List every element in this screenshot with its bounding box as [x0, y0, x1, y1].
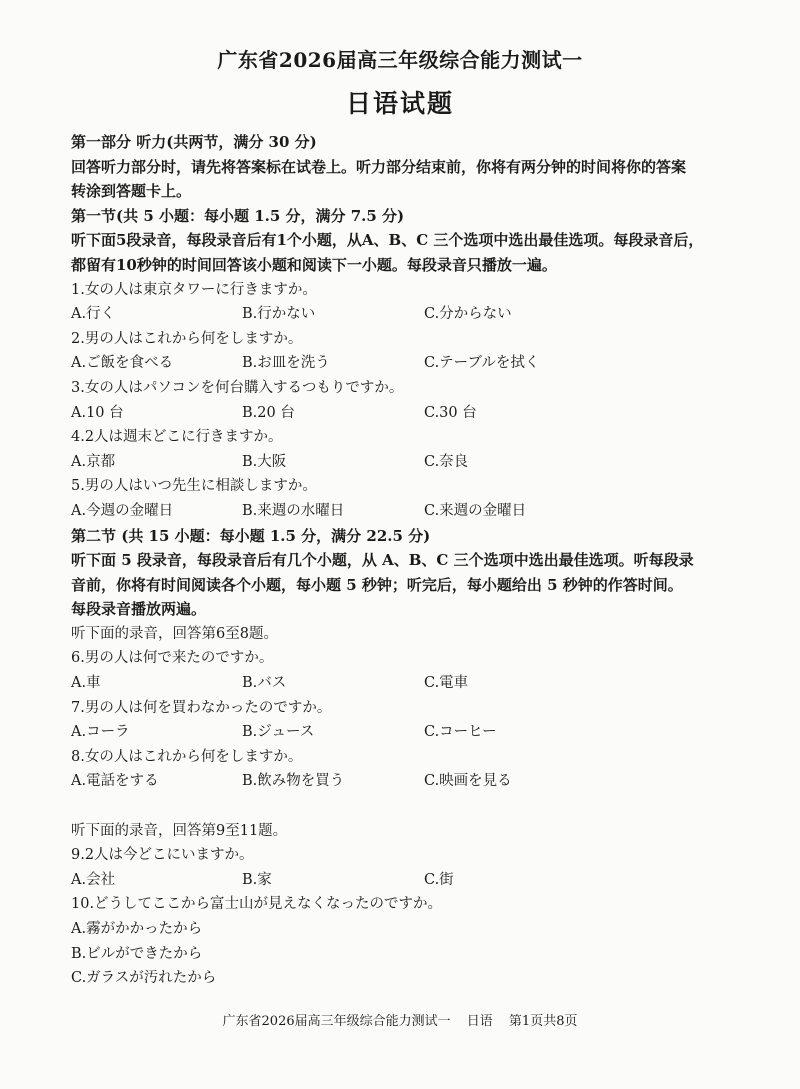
question-5: 5.男の人はいつ先生に相談しますか。	[71, 478, 317, 495]
section2-intro-line3: 每段录音播放两遍。	[71, 600, 207, 619]
option-a: A.車	[71, 675, 101, 692]
option-c: C.コーヒー	[424, 724, 497, 741]
part1-heading: 第一部分 听力(共两节，满分 30 分)	[71, 133, 317, 151]
section1-intro-line1: 听下面5段录音，每段录音后有1个小题，从A、B、C 三个选项中选出最佳选项。每段录音后，	[71, 231, 704, 250]
blank-gap	[71, 794, 761, 819]
question-4-options	[71, 450, 761, 475]
question-5-options	[71, 499, 761, 524]
section2-intro-line2: 音前，你将有时间阅读各个小题，每小题 5 秒钟；听完后，每小题给出 5 秒钟的作答时间。	[71, 575, 683, 594]
option-c: C.街	[424, 871, 454, 888]
option-b: B.来週の水曜日	[242, 502, 345, 519]
question-2: 2.男の人はこれから何をしますか。	[71, 330, 303, 347]
option-b: B.飲み物を買う	[242, 773, 345, 790]
exam-subtitle: 日语试题	[345, 89, 454, 118]
option-b: B.家	[242, 871, 272, 888]
group2-intro: 听下面的录音，回答第9至11题。	[71, 822, 288, 839]
group1-intro: 听下面的录音，回答第6至8题。	[71, 625, 278, 642]
question-6-options	[71, 671, 761, 696]
question-4: 4.2人は週末どこに行きますか。	[71, 429, 283, 446]
option-a: A.10 台	[71, 404, 124, 421]
option-b: B.20 台	[242, 404, 295, 421]
option-c: C.電車	[424, 675, 469, 692]
option-a: A.今週の金曜日	[71, 502, 174, 519]
section2-intro-line1: 听下面 5 段录音，每段录音后有几个小题，从 A、B、C 三个选项中选出最佳选项。听每段录	[71, 551, 694, 570]
option-b: B.バス	[242, 675, 287, 692]
option-c: C.30 台	[424, 404, 477, 421]
option-b: B.行かない	[242, 306, 316, 323]
option-b: B.ビルができたから	[71, 945, 203, 962]
question-3-options	[71, 401, 761, 426]
question-9-options	[71, 868, 761, 893]
question-9: 9.2人は今どこにいますか。	[71, 847, 254, 864]
option-a: A.行く	[71, 306, 116, 323]
part1-intro-line1: 回答听力部分时，请先将答案标在试卷上。听力部分结束前，你将有两分钟的时间将你的答案	[71, 157, 687, 176]
question-7: 7.男の人は何を買わなかったのですか。	[71, 699, 332, 716]
option-a: A.コーラ	[71, 724, 130, 741]
option-b: B.大阪	[242, 453, 287, 470]
question-2-options	[71, 351, 761, 376]
section1-intro-line2: 都留有10秒钟的时间回答该小题和阅读下一小题。每段录音只播放一遍。	[71, 255, 557, 274]
question-7-options	[71, 720, 761, 745]
option-b: B.お皿を洗う	[242, 355, 330, 372]
exam-content	[71, 130, 761, 991]
option-c: C.テーブルを拭く	[424, 355, 540, 372]
section1-heading: 第一节(共 5 小题：每小题 1.5 分，满分 7.5 分)	[71, 206, 405, 225]
question-6: 6.男の人は何で来たのですか。	[71, 650, 274, 667]
option-b: B.ジュース	[242, 724, 315, 741]
option-a: A.ご飯を食べる	[71, 355, 174, 372]
question-3: 3.女の人はパソコンを何台購入するつもりですか。	[71, 379, 404, 396]
question-8-options	[71, 769, 761, 794]
section2-heading: 第二节 (共 15 小题：每小题 1.5 分，满分 22.5 分)	[71, 526, 431, 545]
footer-exam-name: 广东省2026届高三年级综合能力测试一	[222, 1014, 451, 1029]
part1-intro-line2: 转涂到答题卡上。	[71, 182, 192, 201]
option-c: C.来週の金曜日	[424, 502, 527, 519]
footer-page-number: 第1页共8页	[508, 1014, 578, 1029]
page-footer	[0, 1010, 800, 1029]
question-10: 10.どうしてここから富士山が見えなくなったのですか。	[71, 896, 443, 913]
exam-title: 广东省2026届高三年级综合能力测试一	[217, 48, 583, 72]
option-a: A.電話をする	[71, 773, 159, 790]
option-c: C.ガラスが汚れたから	[71, 970, 217, 987]
question-1-options	[71, 302, 761, 327]
option-c: C.映画を見る	[424, 773, 512, 790]
option-a: A.会社	[71, 871, 116, 888]
question-1: 1.女の人は東京タワーに行きますか。	[71, 281, 317, 298]
option-c: C.奈良	[424, 453, 469, 470]
option-a: A.京都	[71, 453, 116, 470]
footer-subject: 日语	[466, 1014, 493, 1029]
option-c: C.分からない	[424, 306, 512, 323]
option-a: A.霧がかかったから	[71, 921, 203, 937]
question-8: 8.女の人はこれから何をしますか。	[71, 748, 303, 765]
